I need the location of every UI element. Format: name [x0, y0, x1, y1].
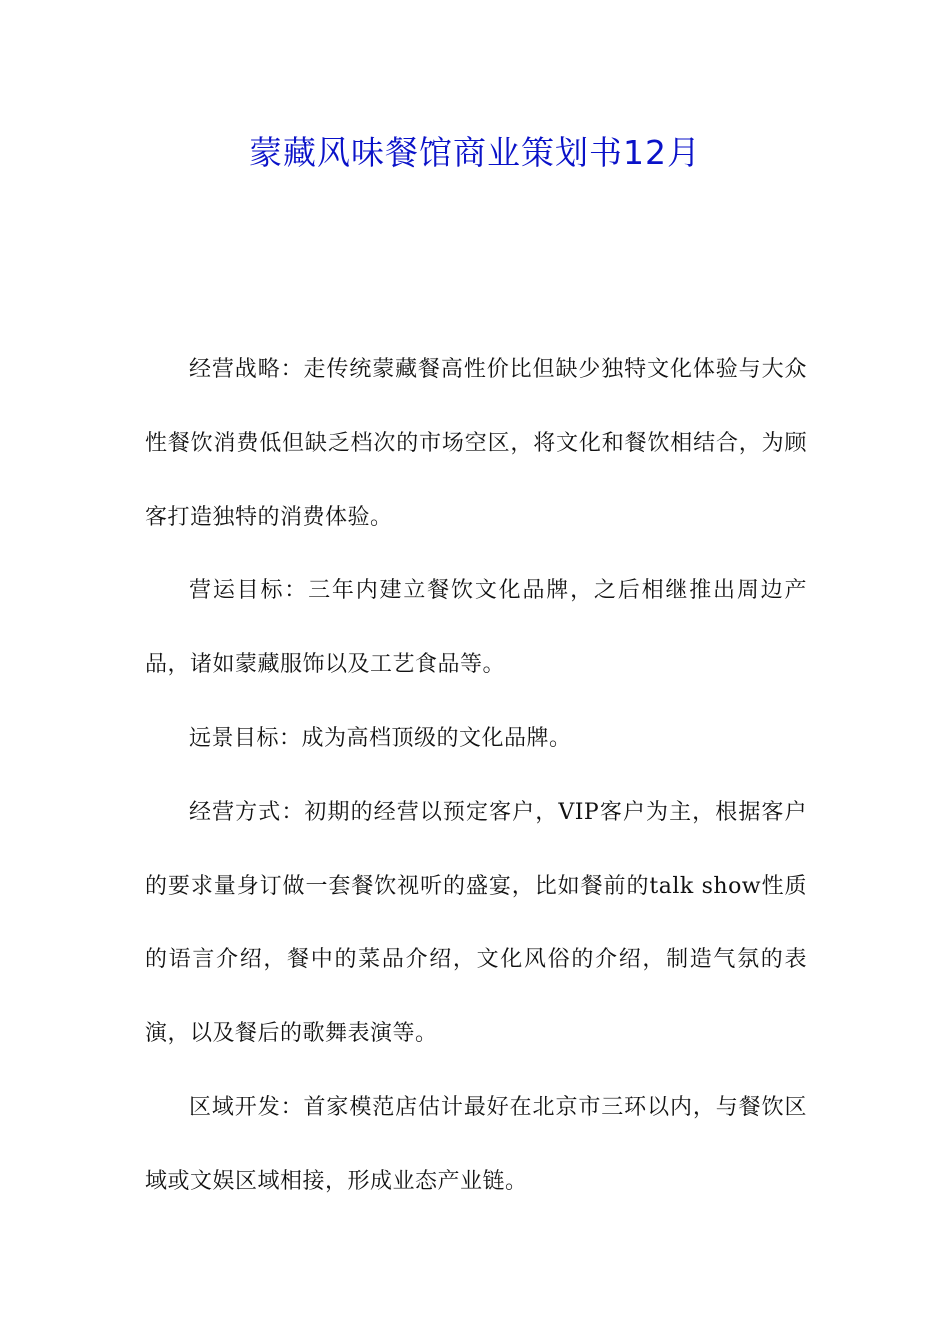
paragraph-business-model: 经营方式：初期的经营以预定客户，VIP客户为主，根据客户的要求量身订做一套餐饮视听的盛宴，比如餐前的talk show性质的语言介绍，餐中的菜品介绍，文化风俗的介绍，制造气氛的表演，以及餐后的歌舞表演等。 — [145, 799, 807, 1047]
paragraph-business-strategy: 经营战略：走传统蒙藏餐高性价比但缺少独特文化体验与大众性餐饮消费低但缺乏档次的市场空区，将文化和餐饮相结合，为顾客打造独特的消费体验。 — [145, 357, 807, 530]
paragraph-vision-goal: 远景目标：成为高档顶级的文化品牌。 — [189, 725, 572, 751]
paragraph-regional-development: 区域开发：首家模范店估计最好在北京市三环以内，与餐饮区域或文娱区域相接，形成业态产业链。 — [145, 1094, 807, 1194]
document-title: 蒙藏风味餐馆商业策划书12月 — [249, 133, 701, 172]
document-body — [145, 333, 807, 1219]
paragraph-operating-goal: 营运目标：三年内建立餐饮文化品牌，之后相继推出周边产品，诸如蒙藏服饰以及工艺食品等。 — [145, 578, 807, 678]
